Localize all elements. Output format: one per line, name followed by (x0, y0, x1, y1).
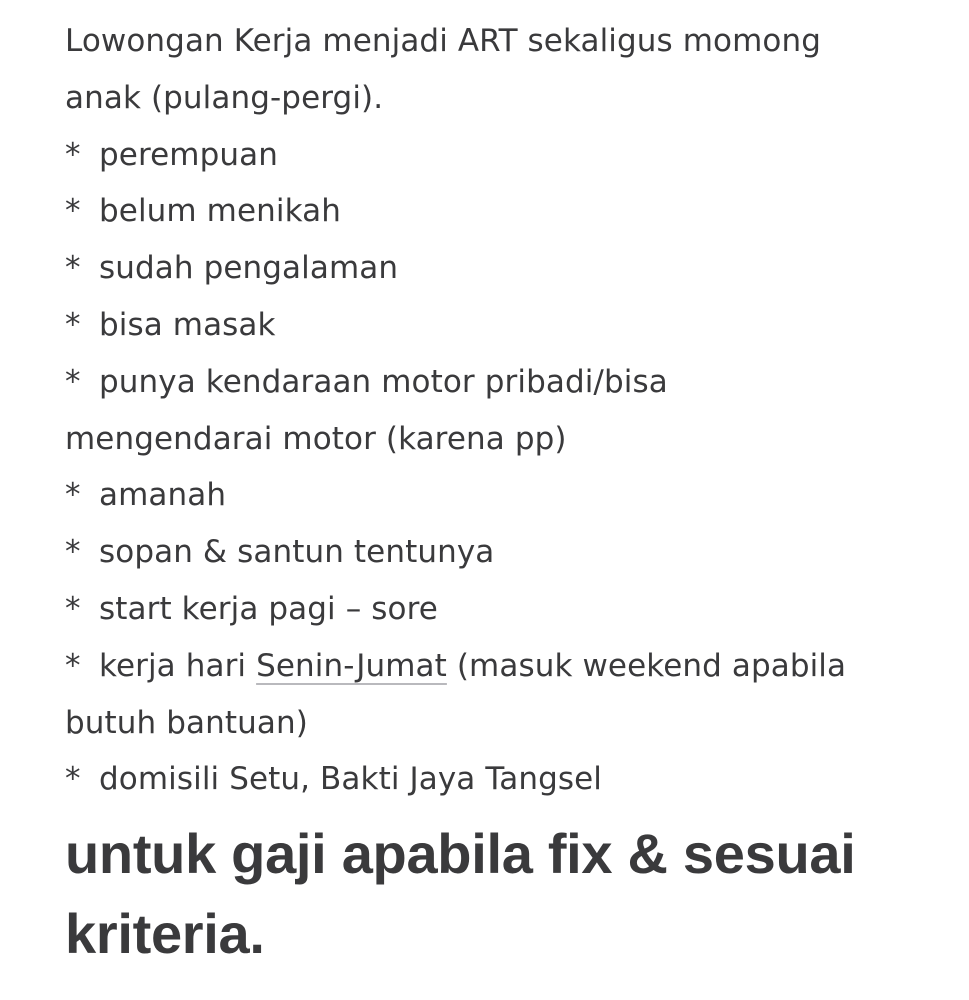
list-item (65, 183, 945, 240)
list-item-text: sopan & santun tentunya (99, 534, 495, 571)
intro-line-continued: anak (pulang-pergi). (65, 79, 384, 116)
list-item-text: punya kendaraan motor pribadi/bisa (99, 363, 668, 400)
list-item-text: belum menikah (99, 193, 341, 230)
note-body (65, 13, 945, 974)
bullet-marker: * (65, 363, 81, 400)
list-item-text: start kerja pagi – sore (99, 590, 438, 627)
bullet-marker: * (65, 761, 81, 798)
list-item-text: domisili Setu, Bakti Jaya Tangsel (99, 761, 602, 798)
list-item (65, 354, 945, 411)
list-item (65, 751, 945, 808)
date-link[interactable]: Senin-Jumat (256, 647, 447, 684)
bullet-marker: * (65, 534, 81, 571)
bullet-marker: * (65, 477, 81, 514)
list-item (65, 638, 945, 695)
list-item-continued: butuh bantuan) (65, 704, 308, 741)
list-item (65, 467, 945, 524)
closing-heading (65, 814, 945, 974)
bullet-marker: * (65, 136, 81, 173)
list-item (65, 127, 945, 184)
list-item-text: sudah pengalaman (99, 250, 399, 287)
closing-line: untuk gaji apabila fix & sesuai (65, 822, 856, 886)
bullet-marker: * (65, 193, 81, 230)
list-item-text: amanah (99, 477, 227, 514)
list-item-text: perempuan (99, 136, 278, 173)
list-item-text: bisa masak (99, 306, 276, 343)
bullet-marker: * (65, 647, 81, 684)
intro-line: Lowongan Kerja menjadi ART sekaligus momong (65, 23, 821, 59)
list-item-text: kerja hari (99, 647, 257, 684)
bullet-marker: * (65, 250, 81, 287)
list-item (65, 581, 945, 638)
list-item-text: (masuk weekend apabila (446, 647, 847, 684)
list-item-continued: mengendarai motor (karena pp) (65, 420, 567, 457)
list-item (65, 524, 945, 581)
closing-line-continued: kriteria. (65, 902, 265, 966)
bullet-marker: * (65, 306, 81, 343)
bullet-marker: * (65, 590, 81, 627)
list-item (65, 297, 945, 354)
list-item (65, 240, 945, 297)
